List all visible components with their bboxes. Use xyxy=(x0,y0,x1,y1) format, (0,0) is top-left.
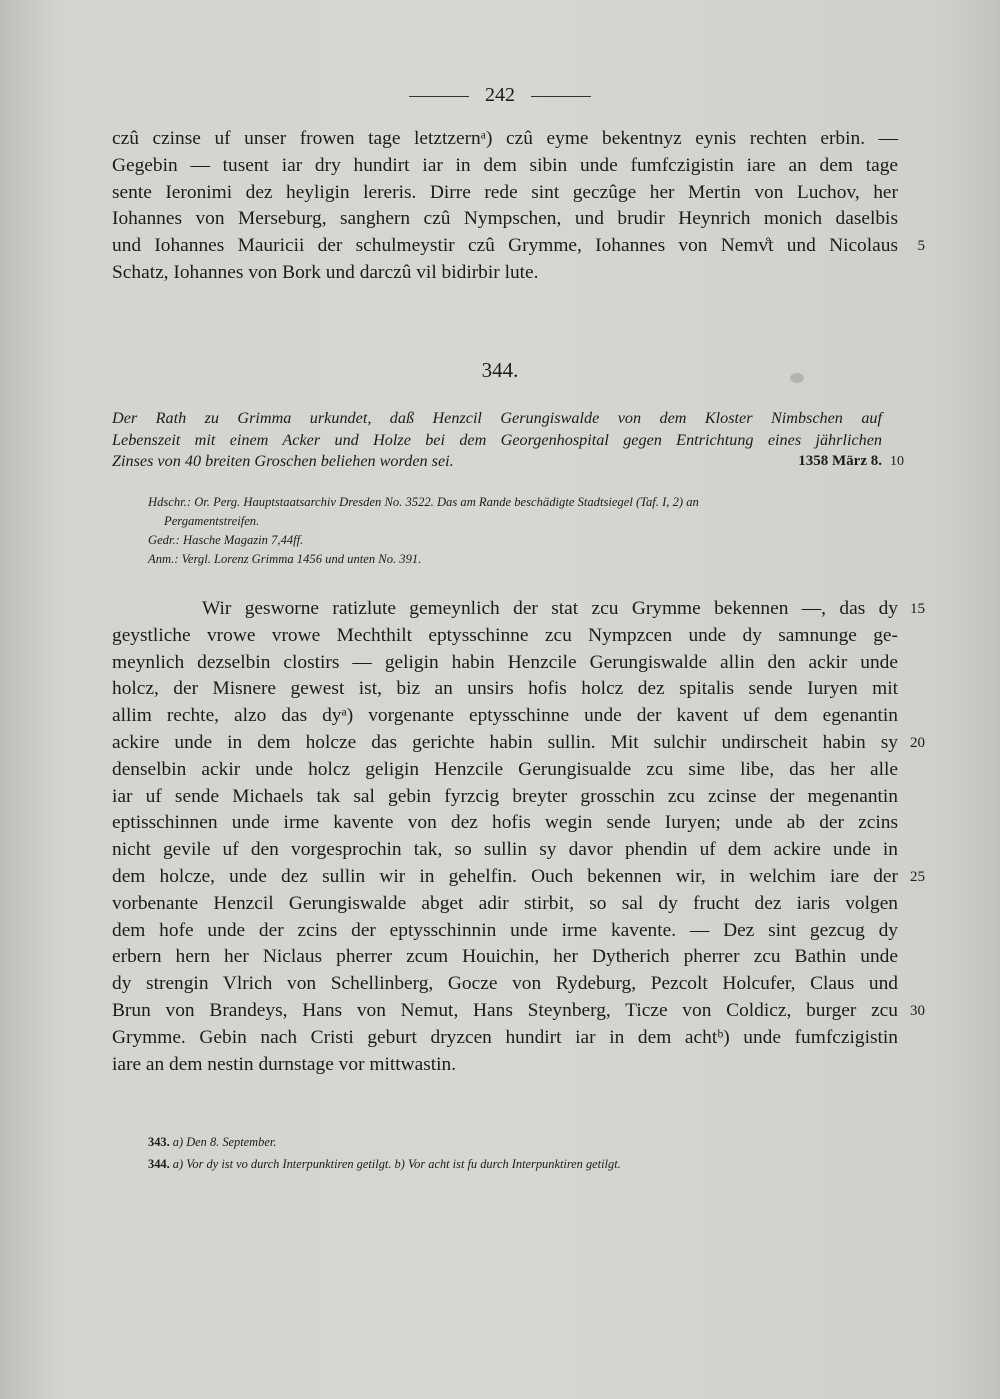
header-rule-right xyxy=(531,96,591,97)
main-text-line: Grymme. Gebin nach Cristi geburt dryzcen hundirt iar in dem achtᵇ) unde fumfczigistin xyxy=(112,1026,898,1048)
document-number: 344. xyxy=(481,358,519,382)
header-rule-left xyxy=(409,96,469,97)
main-text-line: denselbin ackir unde holcz geligin Henzcile Gerungisualde zcu sime libe, das her alle xyxy=(112,758,898,780)
footnotes xyxy=(148,1131,888,1175)
source-notes xyxy=(148,493,888,569)
top-text-line-content: und Iohannes Mauricii der schulmeystir czû Grymme, Iohannes von Nemv̊t und Nicolaus xyxy=(112,235,898,257)
main-text-line: eptisschinnen unde irme kavente von dez hofis wegin sende Iuryen; unde ab der zcins xyxy=(112,812,898,834)
main-text-line-content: Wir gesworne ratizlute gemeynlich der stat zcu Grymme bekennen —, das dy xyxy=(202,598,898,619)
main-text-line xyxy=(112,998,925,1025)
source-hdschr xyxy=(148,493,888,512)
top-text-line: Gegebin — tusent iar dry hundirt iar in dem sibin unde fumfczigistin iare an dem tage xyxy=(112,154,898,176)
main-text-line: dem hofe unde der zcins der eptysschinnin unde irme kavente. — Dez sint gezcug dy xyxy=(112,919,898,941)
line-number: 10 xyxy=(890,454,904,469)
main-text-line: iar uf sende Michaels tak sal gebin fyrzcig breyter grosschin zcu zcinse der megenantin xyxy=(112,785,898,807)
main-text-line-content: ackire unde in dem holcze das gerichte habin sullin. Mit sulchir undirscheit habin sy xyxy=(112,731,898,753)
source-text: Vergl. Lorenz Grimma 1456 und unten No. 391. xyxy=(181,552,422,566)
main-text-line-content: Brun von Brandeys, Hans von Nemut, Hans Steynberg, Ticze von Coldicz, burger zcu xyxy=(112,999,898,1021)
summary-line: Lebenszeit mit einem Acker und Holze bei dem Georgenhospital gegen Entrichtung eines jährlichen xyxy=(112,430,882,449)
main-text-line: allim rechte, alzo das dyᵃ) vorgenante eptysschinne unde der kavent uf dem egenantin xyxy=(112,705,898,727)
line-number: 5 xyxy=(917,238,925,255)
summary-line xyxy=(112,451,904,473)
main-text-line xyxy=(112,864,925,891)
top-text-line xyxy=(112,233,925,260)
main-text-line xyxy=(112,596,925,623)
main-text-line: dy strengin Vlrich von Schellinberg, Gocze von Rydeburg, Pezcolt Holcufer, Claus und xyxy=(112,973,898,995)
main-text-line: iare an dem nestin durnstage vor mittwastin. xyxy=(112,1053,457,1075)
main-text-block xyxy=(112,596,925,1078)
source-hdschr-continued: Pergamentstreifen. xyxy=(164,514,260,528)
main-text-line: holcz, der Misnere gewest ist, biz an unsirs hofis holcz dez spitalis sende Iuryen mit xyxy=(112,678,898,700)
source-label: Gedr.: xyxy=(148,533,180,547)
page-number: 242 xyxy=(485,84,515,106)
summary-line-content: Zinses von 40 breiten Groschen beliehen worden sei. xyxy=(112,452,454,470)
top-text-line: sente Ieronimi dez heyligin lereris. Dirre rede sint geczûge her Mertin von Luchov, her xyxy=(112,181,898,203)
document-date: 1358 März 8. xyxy=(798,453,882,469)
top-text-line: czû czinse uf unser frowen tage letztzernᵃ) czû eyme bekentnyz eynis rechten erbin. — xyxy=(112,128,898,149)
line-number: 20 xyxy=(910,734,925,751)
main-text-line: erbern hern her Niclaus pherrer zcum Houichin, her Dytherich pherrer zcu Bathin unde xyxy=(112,946,898,968)
main-text-line: nicht gevile uf den vorgesprochin tak, so sullin sy davor phendin uf dem ackire unde in xyxy=(112,839,898,861)
source-label: Hdschr.: xyxy=(148,495,192,509)
document-summary xyxy=(112,408,904,473)
top-text-block xyxy=(112,126,925,287)
footnote-text: a) Den 8. September. xyxy=(172,1135,277,1149)
main-text-line xyxy=(112,730,925,757)
footnote-number: 343. xyxy=(148,1135,170,1149)
ink-smudge xyxy=(790,373,804,383)
footnote xyxy=(148,1153,888,1175)
top-text-line: Iohannes von Merseburg, sanghern czû Nympschen, und brudir Heynrich monich daselbis xyxy=(112,208,898,230)
footnote-text: a) Vor dy ist vo durch Interpunktiren getilgt. b) Vor acht ist fu durch Interpunktiren getilgt. xyxy=(172,1157,621,1171)
source-anm xyxy=(148,550,888,569)
top-text-line: Schatz, Iohannes von Bork und darczû vil bidirbir lute. xyxy=(112,261,539,283)
main-text-line: vorbenante Henzcil Gerungiswalde abget adir stirbit, so sal dy frucht dez iaris volgen xyxy=(112,892,898,914)
footnote xyxy=(148,1131,888,1153)
source-text: Or. Perg. Hauptstaatsarchiv Dresden No. 3522. Das am Rande beschädigte Stadtsiegel (Taf. I, 2) an xyxy=(194,495,699,509)
summary-line: Der Rath zu Grimma urkundet, daß Henzcil Gerungiswalde von dem Kloster Nimbschen auf xyxy=(112,409,882,427)
main-text-line: meynlich dezselbin clostirs — geligin habin Henzcile Gerungiswalde allin den ackir unde xyxy=(112,651,898,673)
source-gedr xyxy=(148,531,888,550)
main-text-line: geystliche vrowe vrowe Mechthilt eptysschinne zcu Nympzcen unde dy samnunge ge- xyxy=(112,624,898,646)
line-number: 25 xyxy=(910,868,925,885)
footnote-number: 344. xyxy=(148,1157,170,1171)
line-number: 15 xyxy=(910,601,925,617)
source-text: Hasche Magazin 7,44ff. xyxy=(182,533,304,547)
main-text-line-content: dem holcze, unde dez sullin wir in gehelfin. Ouch bekennen wir, in welchim iare der xyxy=(112,865,898,887)
line-number: 30 xyxy=(910,1002,925,1019)
page-header xyxy=(0,84,1000,107)
source-label: Anm.: xyxy=(148,552,179,566)
